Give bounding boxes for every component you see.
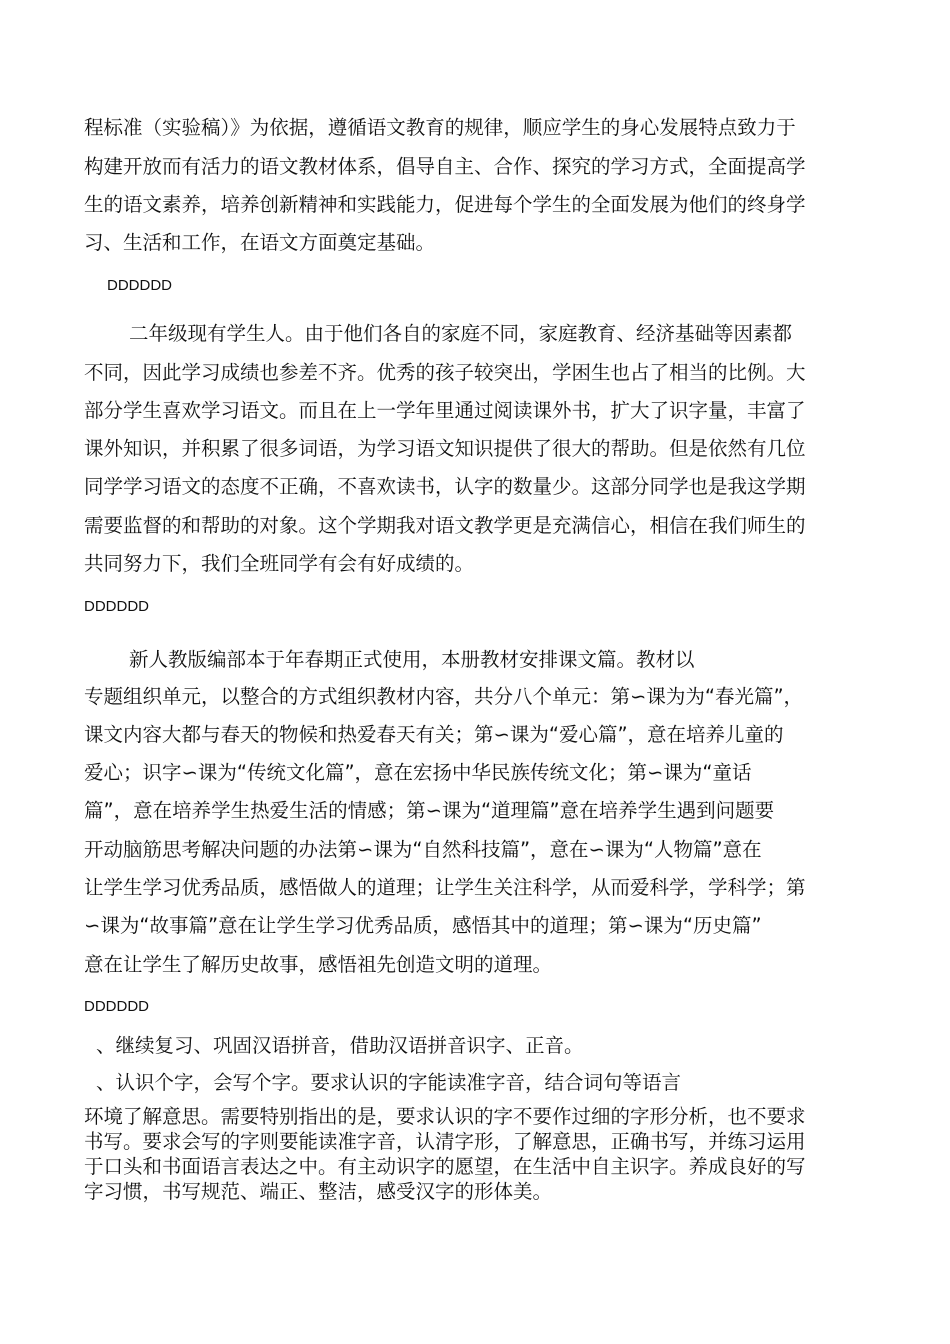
para4-line-2: 书写。要求会写的字则要能读准字音，认清字形，了解意思，正确书写，并练习运用 <box>84 1130 806 1153</box>
para4-line-4: 字习惯，书写规范、端正、整洁，感受汉字的形体美。 <box>84 1180 553 1203</box>
para2-line-6: 需要监督的和帮助的对象。这个学期我对语文教学更是充满信心，相信在我们师生的 <box>84 514 806 537</box>
para3-line-4: 爱心；识字∽课为“传统文化篇”，意在宏扬中华民族传统文化；第∽课为“童话 <box>84 761 752 784</box>
section-marker-2: DDDDDD <box>84 598 149 615</box>
para2-line-1: 二年级现有学生人。由于他们各自的家庭不同，家庭教育、经济基础等因素都 <box>129 322 793 345</box>
para1-line-3: 生的语文素养，培养创新精神和实践能力，促进每个学生的全面发展为他们的终身学 <box>84 193 806 216</box>
para3-line-3: 课文内容大都与春天的物候和热爱春天有关；第∽课为“爱心篇”，意在培养儿童的 <box>84 723 784 746</box>
para4-line-3: 于口头和书面语言表达之中。有主动识字的愿望，在生活中自主识字。养成良好的写 <box>84 1155 806 1178</box>
para3-line-7: 让学生学习优秀品质，感悟做人的道理；让学生关注科学，从而爱科学，学科学；第 <box>84 876 806 899</box>
para3-line-8: ∽课为“故事篇”意在让学生学习优秀品质，感悟其中的道理；第∽课为“历史篇” <box>84 914 762 937</box>
para1-line-1: 程标准（实验稿）》为依据，遵循语文教育的规律，顺应学生的身心发展特点致力于 <box>84 116 796 139</box>
section-marker-1: DDDDDD <box>107 277 172 294</box>
para2-line-7: 共同努力下，我们全班同学有会有好成绩的。 <box>84 552 475 575</box>
para3-line-6: 开动脑筋思考解决问题的办法第∽课为“自然科技篇”，意在∽课为“人物篇”意在 <box>84 838 762 861</box>
para3-line-9: 意在让学生了解历史故事，感悟祖先创造文明的道理。 <box>84 953 553 976</box>
para2-line-3: 部分学生喜欢学习语文。而且在上一学年里通过阅读课外书，扩大了识字量，丰富了 <box>84 399 806 422</box>
para3-line-2: 专题组织单元，以整合的方式组织教材内容，共分八个单元：第∽课为为“春光篇”， <box>84 685 804 708</box>
para1-line-2: 构建开放而有活力的语文教材体系，倡导自主、合作、探究的学习方式，全面提高学 <box>84 155 806 178</box>
para2-line-4: 课外知识，并积累了很多词语，为学习语文知识提供了很大的帮助。但是依然有几位 <box>84 437 806 460</box>
list-item-1: 、继续复习、巩固汉语拼音，借助汉语拼音识字、正音。 <box>96 1034 584 1057</box>
para1-line-4: 习、生活和工作，在语文方面奠定基础。 <box>84 231 436 254</box>
para3-line-1: 新人教版编部本于年春期正式使用，本册教材安排课文篇。教材以 <box>129 648 695 671</box>
para3-line-5: 篇”，意在培养学生热爱生活的情感；第∽课为“道理篇”意在培养学生遇到问题要 <box>84 799 775 822</box>
para2-line-5: 同学学习语文的态度不正确，不喜欢读书，认字的数量少。这部分同学也是我这学期 <box>84 475 806 498</box>
para2-line-2: 不同，因此学习成绩也参差不齐。优秀的孩子较突出，学困生也占了相当的比例。大 <box>84 361 806 384</box>
para4-line-1: 环境了解意思。需要特别指出的是，要求认识的字不要作过细的字形分析，也不要求 <box>84 1105 806 1128</box>
list-item-2: 、认识个字，会写个字。要求认识的字能读准字音，结合词句等语言 <box>96 1071 682 1094</box>
section-marker-3: DDDDDD <box>84 998 149 1015</box>
